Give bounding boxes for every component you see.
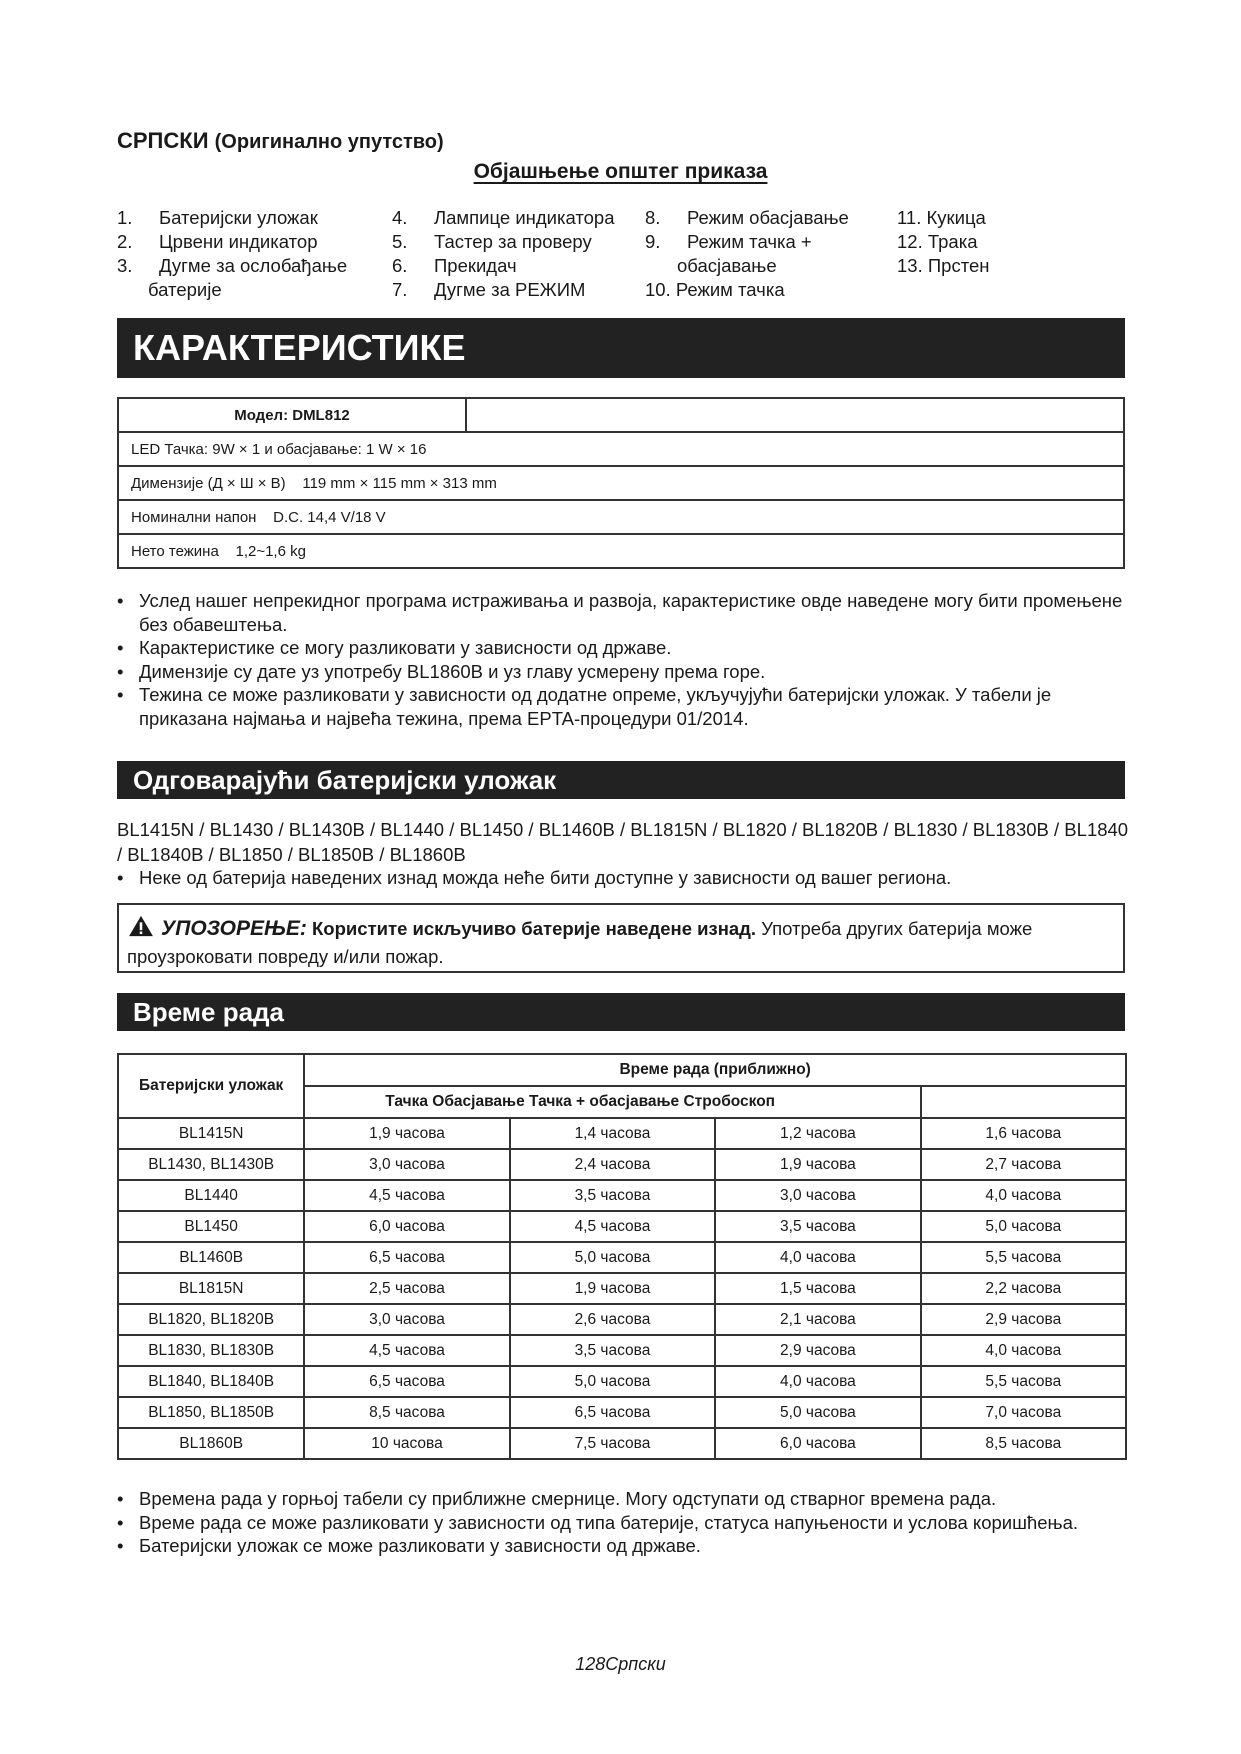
runtime-column-header: Време рада (приближно) <box>304 1054 1126 1086</box>
runtime-section-title: Време рада <box>117 993 1125 1031</box>
battery-section-title: Одговарајући батеријски уложак <box>117 761 1125 799</box>
runtime-value-cell: 3,5 часова <box>510 1180 715 1211</box>
specifications-table <box>117 397 1125 569</box>
spec-cell: Нето тежина 1,2~1,6 kg <box>118 534 1124 568</box>
note-item: • Батеријски уложак се може разликовати у зависности од државе. <box>117 1534 1137 1558</box>
note-item: • Тежина се може разликовати у зависности од додатне опреме, укључујући батеријски уложак. У табели је приказана најмања и највећа тежина, према EPTA-процедури 01/2014. <box>117 683 1137 730</box>
table-row <box>118 1304 1126 1335</box>
runtime-value-cell: 4,5 часова <box>304 1180 509 1211</box>
specifications-section-title: КАРАКТЕРИСТИКЕ <box>117 318 1125 378</box>
runtime-value-cell: 4,0 часова <box>921 1180 1126 1211</box>
runtime-value-cell: 1,9 часова <box>715 1149 920 1180</box>
table-row <box>118 534 1124 568</box>
warning-box <box>117 903 1125 973</box>
table-row <box>118 1180 1126 1211</box>
runtime-value-cell: 5,0 часова <box>715 1397 920 1428</box>
runtime-value-cell: 3,5 часова <box>715 1211 920 1242</box>
battery-cell: BL1415N <box>118 1118 304 1149</box>
battery-cell: BL1820, BL1820B <box>118 1304 304 1335</box>
runtime-value-cell: 5,5 часова <box>921 1366 1126 1397</box>
runtime-value-cell: 2,9 часова <box>715 1335 920 1366</box>
runtime-value-cell: 4,0 часова <box>715 1242 920 1273</box>
runtime-value-cell: 4,5 часова <box>510 1211 715 1242</box>
specifications-notes <box>117 589 1137 730</box>
battery-cell: BL1815N <box>118 1273 304 1304</box>
part-item: 5. Тастер за проверу <box>392 231 592 252</box>
table-row <box>118 500 1124 534</box>
table-row <box>118 1211 1126 1242</box>
battery-cell: BL1860B <box>118 1428 304 1459</box>
runtime-value-cell: 7,0 часова <box>921 1397 1126 1428</box>
part-item-continuation: обасјавање <box>677 255 777 276</box>
runtime-value-cell: 6,0 часова <box>715 1428 920 1459</box>
part-item: 4. Лампице индикатора <box>392 207 615 228</box>
runtime-value-cell: 2,5 часова <box>304 1273 509 1304</box>
warning-text: Употреба других батерија може проузроковати повреду и/или пожар. <box>127 918 1033 967</box>
spec-cell: Номинални напон D.C. 14,4 V/18 V <box>118 500 1124 534</box>
runtime-value-cell: 1,6 часова <box>921 1118 1126 1149</box>
part-item: 8. Режим обасјавање <box>645 207 849 228</box>
part-item: 3. Дугме за ослобађање <box>117 255 348 276</box>
table-row <box>118 1428 1126 1459</box>
runtime-value-cell: 4,0 часова <box>715 1366 920 1397</box>
runtime-notes <box>117 1487 1137 1558</box>
runtime-value-cell: 1,5 часова <box>715 1273 920 1304</box>
runtime-value-cell: 2,4 часова <box>510 1149 715 1180</box>
battery-cell: BL1840, BL1840B <box>118 1366 304 1397</box>
battery-cell: BL1830, BL1830B <box>118 1335 304 1366</box>
table-row <box>118 1273 1126 1304</box>
table-row <box>118 1335 1126 1366</box>
runtime-value-cell: 1,2 часова <box>715 1118 920 1149</box>
table-row <box>118 466 1124 500</box>
runtime-value-cell: 1,4 часова <box>510 1118 715 1149</box>
runtime-value-cell: 6,5 часова <box>304 1366 509 1397</box>
battery-cell: BL1460B <box>118 1242 304 1273</box>
note-item: • Времена рада у горњој табели су приближне смернице. Могу одступати од стварног времена рада. <box>117 1487 1137 1511</box>
runtime-value-cell: 8,5 часова <box>921 1428 1126 1459</box>
table-row <box>118 1366 1126 1397</box>
runtime-value-cell: 1,9 часова <box>304 1118 509 1149</box>
runtime-table <box>117 1053 1127 1460</box>
runtime-value-cell: 5,0 часова <box>510 1242 715 1273</box>
language-label: СРПСКИ <box>117 128 209 153</box>
spec-cell: Димензије (Д × Ш × В) 119 mm × 115 mm × 313 mm <box>118 466 1124 500</box>
runtime-value-cell: 3,0 часова <box>304 1304 509 1335</box>
runtime-value-cell: 3,0 часова <box>715 1180 920 1211</box>
part-item: 6. Прекидач <box>392 255 517 276</box>
runtime-value-cell: 4,0 часова <box>921 1335 1126 1366</box>
runtime-value-cell: 8,5 часова <box>304 1397 509 1428</box>
part-item: 13. Прстен <box>897 255 990 276</box>
part-item: 11. Кукица <box>897 207 986 228</box>
battery-cell: BL1450 <box>118 1211 304 1242</box>
battery-models-list: BL1415N / BL1430 / BL1430B / BL1440 / BL1450 / BL1460B / BL1815N / BL1820 / BL1820B / BL1830 / BL1830B / BL1840 / BL1840B / BL1850 / BL1850B / BL1860B <box>117 819 1129 865</box>
note-item: • Димензије су дате уз употребу BL1860B и уз главу усмерену према горе. <box>117 660 1137 684</box>
spec-cell: LED Тачка: 9W × 1 и обасјавање: 1 W × 16 <box>118 432 1124 466</box>
table-row <box>118 432 1124 466</box>
table-row <box>118 1242 1126 1273</box>
original-instructions-label: (Оригинално упутство) <box>214 131 444 153</box>
runtime-value-cell: 3,5 часова <box>510 1335 715 1366</box>
runtime-value-cell: 6,5 часова <box>304 1242 509 1273</box>
battery-cell: BL1440 <box>118 1180 304 1211</box>
runtime-value-cell: 4,5 часова <box>304 1335 509 1366</box>
page-number: 128Српски <box>575 1654 666 1674</box>
part-item: 12. Трака <box>897 231 978 252</box>
runtime-value-cell: 5,0 часова <box>510 1366 715 1397</box>
document-language-heading <box>117 128 444 154</box>
runtime-value-cell: 2,9 часова <box>921 1304 1126 1335</box>
runtime-value-cell: 7,5 часова <box>510 1428 715 1459</box>
warning-label: УПОЗОРЕЊЕ: <box>161 917 307 940</box>
battery-cell: BL1850, BL1850B <box>118 1397 304 1428</box>
table-header-row <box>118 1054 1126 1086</box>
runtime-value-cell: 10 часова <box>304 1428 509 1459</box>
runtime-value-cell: 6,0 часова <box>304 1211 509 1242</box>
runtime-value-cell: 2,2 часова <box>921 1273 1126 1304</box>
note-item: • Неке од батерија наведених изнад можда неће бити доступне у зависности од вашег региона. <box>117 866 1137 890</box>
battery-column-header: Батеријски уложак <box>118 1054 304 1118</box>
table-row <box>118 398 1124 432</box>
table-row <box>118 1149 1126 1180</box>
battery-notes <box>117 866 1137 890</box>
part-item: 2. Црвени индикатор <box>117 231 318 252</box>
note-item: • Услед нашег непрекидног програма истраживања и развоја, карактеристике овде наведене могу бити промењене без обавештења. <box>117 589 1137 636</box>
runtime-value-cell: 5,0 часова <box>921 1211 1126 1242</box>
runtime-value-cell: 5,5 часова <box>921 1242 1126 1273</box>
runtime-value-cell: 2,6 часова <box>510 1304 715 1335</box>
battery-cell: BL1430, BL1430B <box>118 1149 304 1180</box>
note-item: • Време рада се може разликовати у зависности од типа батерије, статуса напуњености и услова коришћења. <box>117 1511 1137 1535</box>
overview-title: Објашњење општег приказа <box>473 160 768 183</box>
warning-icon <box>127 915 155 937</box>
runtime-value-cell: 6,5 часова <box>510 1397 715 1428</box>
part-item-continuation: батерије <box>148 279 222 300</box>
mode-headers: Тачка Обасјавање Тачка + обасјавање Стробоскоп <box>304 1086 920 1118</box>
part-item: 7. Дугме за РЕЖИМ <box>392 279 586 300</box>
table-row <box>118 1397 1126 1428</box>
runtime-value-cell: 2,1 часова <box>715 1304 920 1335</box>
runtime-value-cell: 2,7 часова <box>921 1149 1126 1180</box>
runtime-value-cell: 3,0 часова <box>304 1149 509 1180</box>
warning-strong-text: Користите искључиво батерије наведене изнад. <box>312 918 757 939</box>
table-row <box>118 1118 1126 1149</box>
part-item: 9. Режим тачка + <box>645 231 812 252</box>
note-item: • Карактеристике се могу разликовати у зависности од државе. <box>117 636 1137 660</box>
part-item: 10. Режим тачка <box>645 279 785 300</box>
runtime-value-cell: 1,9 часова <box>510 1273 715 1304</box>
part-item: 1. Батеријски уложак <box>117 207 318 228</box>
model-cell: Модел: DML812 <box>118 398 466 432</box>
